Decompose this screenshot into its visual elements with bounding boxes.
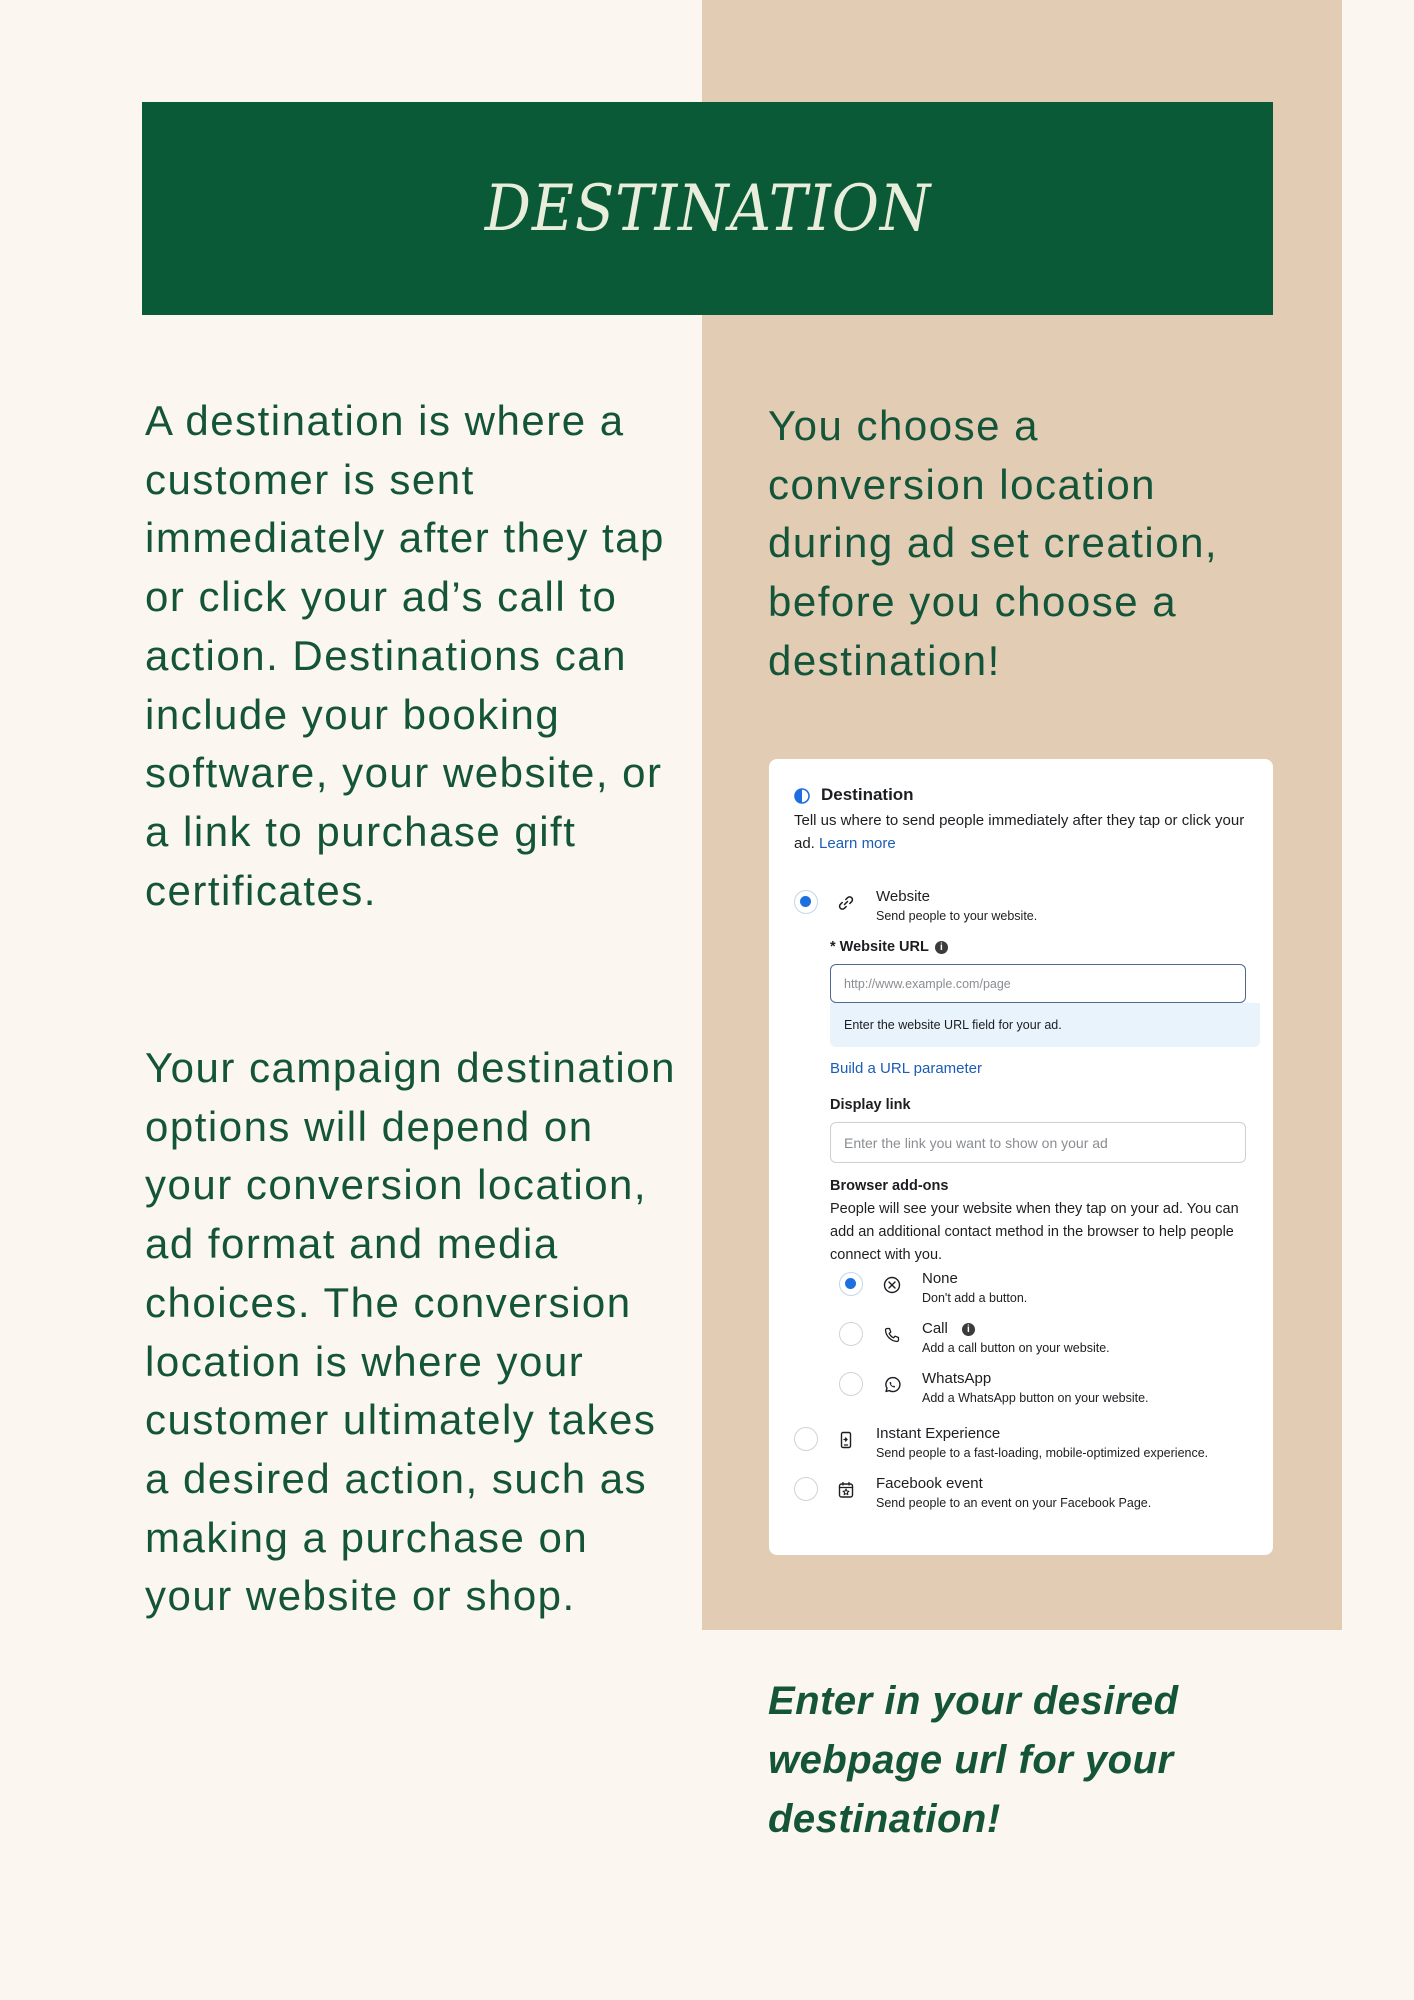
card-title: Destination [821,785,914,804]
instant-experience-subtitle: Send people to a fast-loading, mobile-optimized experience. [876,1446,1209,1460]
link-icon [836,893,856,913]
instant-experience-icon [836,1430,856,1450]
phone-icon [882,1325,902,1345]
website-radio[interactable] [794,890,818,914]
website-url-placeholder: http://www.example.com/page [844,976,1011,991]
options-paragraph: Your campaign destination options will depend on your conversion location, ad format and media choices. The conversion location is where your customer ultimately takes a desired action, such as making a purchase on your website or shop. [145,1044,676,1620]
addon-whatsapp-radio[interactable] [839,1372,863,1396]
intro-paragraph: A destination is where a customer is sent immediately after they tap or click your ad’s call to action. Destinations can include your booking software, your website, or a link to purchase gift certificates. [145,397,665,914]
addon-none-radio[interactable] [839,1272,863,1296]
addon-whatsapp-title: WhatsApp [922,1370,992,1387]
facebook-event-radio[interactable] [794,1477,818,1501]
addon-whatsapp-subtitle: Add a WhatsApp button on your website. [922,1391,1149,1405]
facebook-event-subtitle: Send people to an event on your Facebook Page. [876,1496,1152,1510]
addon-call-radio[interactable] [839,1322,863,1346]
build-url-parameter-link[interactable]: Build a URL parameter [830,1060,983,1077]
info-icon: i [935,941,948,954]
display-link-label: Display link [830,1097,911,1113]
website-url-label-text: * Website URL [830,939,929,955]
addon-call-subtitle: Add a call button on your website. [922,1341,1110,1355]
addon-none-subtitle: Don't add a button. [922,1291,1028,1305]
calendar-star-icon [836,1480,856,1500]
whatsapp-icon [882,1375,902,1395]
addon-none-title: None [922,1270,958,1287]
callout-text: Enter in your desired webpage url for your destination! [768,1679,1179,1841]
website-url-hint [830,1003,1260,1047]
card-description-text: Tell us where to send people immediately after they tap or click your ad. [794,812,1245,852]
website-url-input[interactable] [830,964,1246,1003]
display-link-input[interactable] [830,1122,1246,1163]
website-url-hint-text: Enter the website URL field for your ad. [844,1018,1062,1032]
page-title: DESTINATION [484,171,931,246]
instant-experience-radio[interactable] [794,1427,818,1451]
display-link-placeholder: Enter the link you want to show on your ad [844,1134,1108,1151]
facebook-event-title: Facebook event [876,1475,983,1492]
learn-more-link[interactable]: Learn more [819,835,896,852]
call-info-icon: i [962,1323,975,1336]
browser-addons-description: People will see your website when they tap on your ad. You can add an additional contact method in the browser to help people connect with you. [830,1201,1239,1263]
website-option-subtitle: Send people to your website. [876,909,1038,923]
instant-experience-title: Instant Experience [876,1425,1001,1442]
conversion-location-paragraph: You choose a conversion location during ad set creation, before you choose a destination! [768,402,1219,684]
half-circle-icon [794,788,810,804]
card-description [794,809,1254,855]
title-banner [142,102,1273,315]
website-url-label [830,939,948,955]
addon-call-title-text: Call [922,1320,948,1337]
destination-card [769,759,1273,1555]
browser-addons-label: Browser add-ons [830,1178,949,1194]
website-option-title: Website [876,888,930,905]
addon-call-title [922,1320,975,1337]
none-x-circle-icon [882,1275,902,1295]
